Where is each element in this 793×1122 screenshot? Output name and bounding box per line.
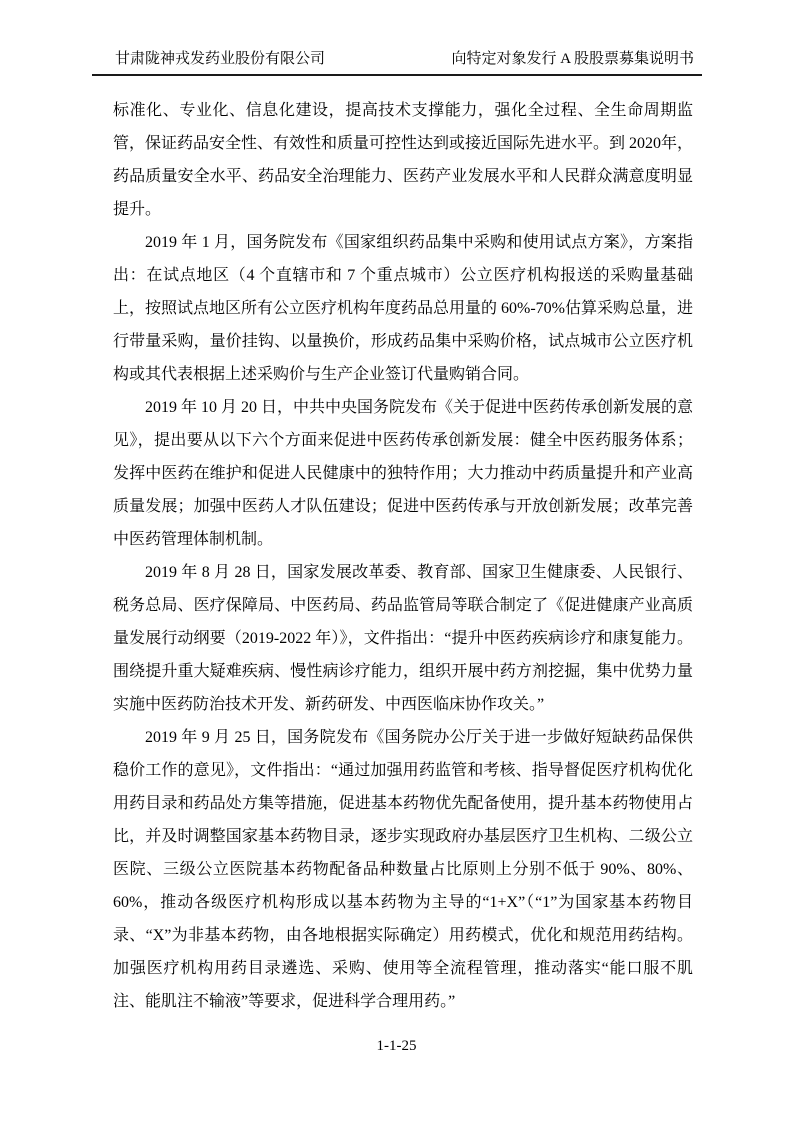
- paragraph-drug-quality-goals: 标准化、专业化、信息化建设，提高技术支撑能力，强化全过程、全生命周期监管，保证药品安全性、有效性和质量可控性达到或接近国际先进水平。到 2020年，药品质量安全水平、药品安全治理能力、医药产业发展水平和人民群众满意度明显提升。: [113, 102, 694, 218]
- document-body: [113, 94, 693, 1018]
- paragraph-tcm-inheritance-innovation: 2019 年 10 月 20 日，中共中央国务院发布《关于促进中医药传承创新发展的意见》，提出要从以下六个方面来促进中医药传承创新发展：健全中医药服务体系；发挥中医药在维护和促进人民健康中的独特作用；大力推动中药质量提升和产业高质量发展；加强中医药人才队伍建设；促进中医药传承与开放创新发展；改革完善中医药管理体制机制。: [113, 399, 694, 548]
- header-document-title: 向特定对象发行 A 股股票募集说明书: [451, 51, 694, 67]
- header-company-name: 甘肃陇神戎发药业股份有限公司: [115, 51, 326, 67]
- paragraph-health-industry-outline: 2019 年 8 月 28 日，国家发展改革委、教育部、国家卫生健康委、人民银行、税务总局、医疗保障局、中医药局、药品监管局等联合制定了《促进健康产业高质量发展行动纲要（2019-2022 年）》，文件指出：“提升中医药疾病诊疗和康复能力。围绕提升重大疑难疾病、慢性病诊疗能力，组织开展中药方剂挖掘，集中优势力量实施中医药防治技术开发、新药研发、中西医临床协作攻关。”: [113, 564, 693, 713]
- page-number: 1-1-25: [376, 1038, 417, 1054]
- paragraph-drug-shortage-supply: 2019 年 9 月 25 日，国务院发布《国务院办公厅关于进一步做好短缺药品保供稳价工作的意见》，文件指出：“通过加强用药监管和考核、指导督促医疗机构优化用药目录和药品处方集等措施，促进基本药物优先配备使用，提升基本药物使用占比，并及时调整国家基本药物目录，逐步实现政府办基层医疗卫生机构、二级公立医院、三级公立医院基本药物配备品种数量占比原则上分别不低于 90%、80%、60%，推动各级医疗机构形成以基本药物为主导的“1+X”（“1”为国家基本药物目录、“X”为非基本药物，由各地根据实际确定）用药模式，优化和规范用药结构。加强医疗机构用药目录遴选、采购、使用等全流程管理，推动落实“能口服不肌注、能肌注不输液”等要求，促进科学合理用药。”: [113, 729, 693, 1010]
- paragraph-centralized-procurement-pilot: 2019 年 1 月，国务院发布《国家组织药品集中采购和使用试点方案》，方案指出：在试点地区（4 个直辖市和 7 个重点城市）公立医疗机构报送的采购量基础上，按照试点地区所有公立医疗机构年度药品总用量的 60%-70%估算采购总量，进行带量采购，量价挂钩、以量换价，形成药品集中采购价格，试点城市公立医疗机构或其代表根据上述采购价与生产企业签订代量购销合同。: [113, 234, 693, 383]
- page-footer: [0, 1036, 793, 1056]
- page-header: [92, 50, 702, 76]
